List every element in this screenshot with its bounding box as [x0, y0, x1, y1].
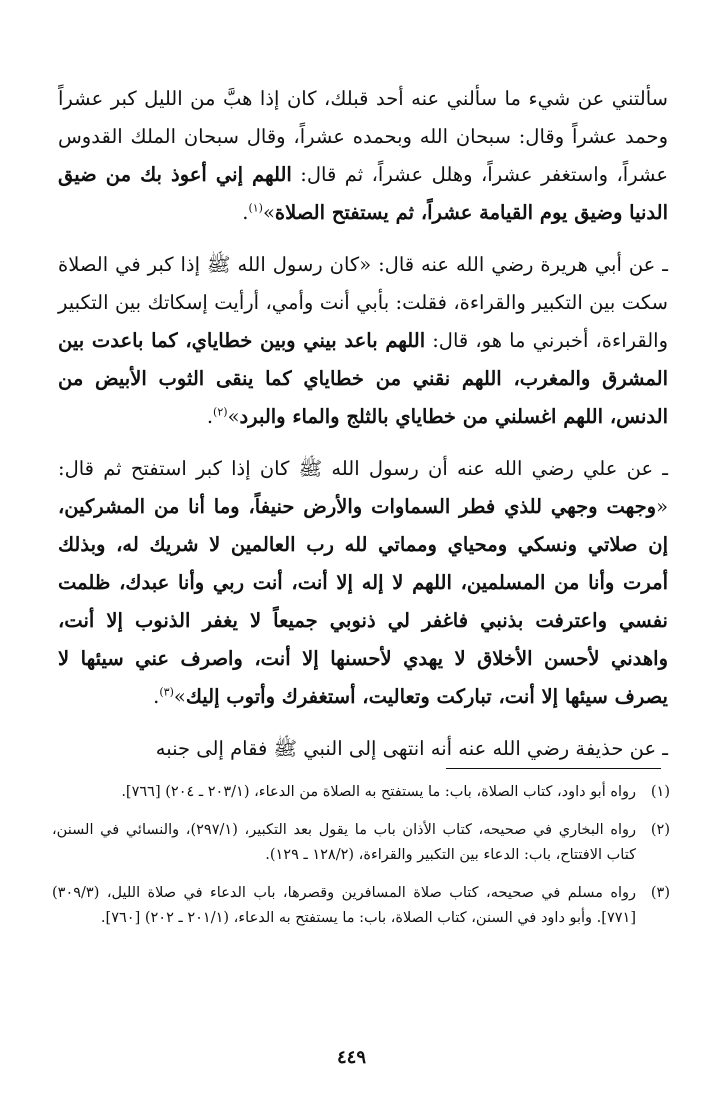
paragraph-1: [58, 80, 668, 232]
footnote-2-text: رواه البخاري في صحيحه، كتاب الأذان باب ما يقول بعد التكبير، (٢٩٧/١)، والنسائي في السنن، كتاب الافتتاح، باب: الدعاء بين التكبير والقراءة، (١٢٨/٢ ـ ١٢٩).: [52, 822, 636, 863]
paragraph-2-quote-close: »: [227, 405, 240, 428]
paragraph-2-end: .: [206, 405, 214, 428]
paragraph-2-text: ـ عن أبي هريرة رضي الله عنه قال: «كان رسول الله ﷺ إذا كبر في الصلاة سكت بين التكبير والقراءة، فقلت: بأبي أنت وأمي، أرأيت إسكاتك بين التكبير والقراءة، أخبرني ما هو، قال:: [58, 253, 669, 352]
paragraph-1-supplication: اللهم إني أعوذ بك من ضيق الدنيا وضيق يوم القيامة عشراً، ثم يستفتح الصلاة: [58, 163, 668, 224]
paragraph-1-text: سألتني عن شيء ما سألني عنه أحد قبلك، كان إذا هبَّ من الليل كبر عشراً وحمد عشراً وقال: سبحان الله وبحمده عشراً، وقال سبحان الملك القدوس عشراً، واستغفر عشراً، وهلل عشراً، ثم قال:: [58, 87, 668, 186]
footnote-3-text: رواه مسلم في صحيحه، كتاب صلاة المسافرين وقصرها، باب الدعاء في صلاة الليل، (٣٠٩/٣) [٧٧١]. وأبو داود في السنن، كتاب الصلاة، باب: ما يستفتح به الدعاء، (٢٠١/١ ـ ٢٠٢) [٧٦٠].: [52, 885, 636, 926]
footnote-ref-2: (٢): [213, 405, 228, 419]
paragraph-2: [58, 246, 668, 436]
main-text: [58, 80, 668, 782]
paragraph-4: [58, 730, 668, 768]
footnotes: [52, 780, 670, 944]
footnote-ref-1: (١): [248, 201, 263, 215]
paragraph-3-text: ـ عن علي رضي الله عنه أن رسول الله ﷺ كان إذا كبر استفتح ثم قال: «: [58, 457, 668, 518]
paragraph-1-quote-close: »: [262, 201, 275, 224]
paragraph-3-supplication: وجهت وجهي للذي فطر السماوات والأرض حنيفاً، وما أنا من المشركين، إن صلاتي ونسكي ومحياي ومماتي لله رب العالمين لا شريك له، وبذلك أمرت وأنا من المسلمين، اللهم لا إله إلا أنت، أنت ربي وأنا عبدك، ظلمت نفسي واعترفت بذنبي فاغفر لي ذنوبي جميعاً لا يغفر الذنوب إلا أنت، واهدني لأحسن الأخلاق لا يهدي لأحسنها إلا أنت، واصرف عني سيئها لا يصرف سيئها إلا أنت، تباركت وتعاليت، أستغفرك وأتوب إليك: [58, 495, 668, 708]
footnote-2-number: (٢): [650, 822, 670, 838]
paragraph-1-end: .: [242, 201, 249, 224]
paragraph-2-supplication: اللهم باعد بيني وبين خطاياي، كما باعدت بين المشرق والمغرب، اللهم نقني من خطاياي كما ينقى الثوب الأبيض من الدنس، اللهم اغسلني من خطاياي بالثلج والماء والبرد: [58, 329, 668, 428]
footnote-divider: [446, 768, 661, 769]
footnote-2: [52, 818, 670, 868]
paragraph-3-end: .: [153, 685, 160, 708]
paragraph-3: [58, 450, 668, 716]
footnote-3-number: (٣): [650, 885, 670, 901]
footnote-3: [52, 881, 670, 931]
footnote-1: [52, 780, 670, 805]
footnote-1-number: (١): [650, 784, 670, 800]
page-number: ٤٤٩: [336, 1047, 366, 1068]
paragraph-4-text: ـ عن حذيفة رضي الله عنه أنه انتهى إلى النبي ﷺ فقام إلى جنبه: [155, 737, 668, 760]
footnote-ref-3: (٣): [159, 685, 174, 699]
footnote-1-text: رواه أبو داود، كتاب الصلاة، باب: ما يستفتح به الصلاة من الدعاء، (٢٠٣/١ ـ ٢٠٤) [٧٦٦].: [121, 784, 636, 800]
paragraph-3-quote-close: »: [173, 685, 186, 708]
